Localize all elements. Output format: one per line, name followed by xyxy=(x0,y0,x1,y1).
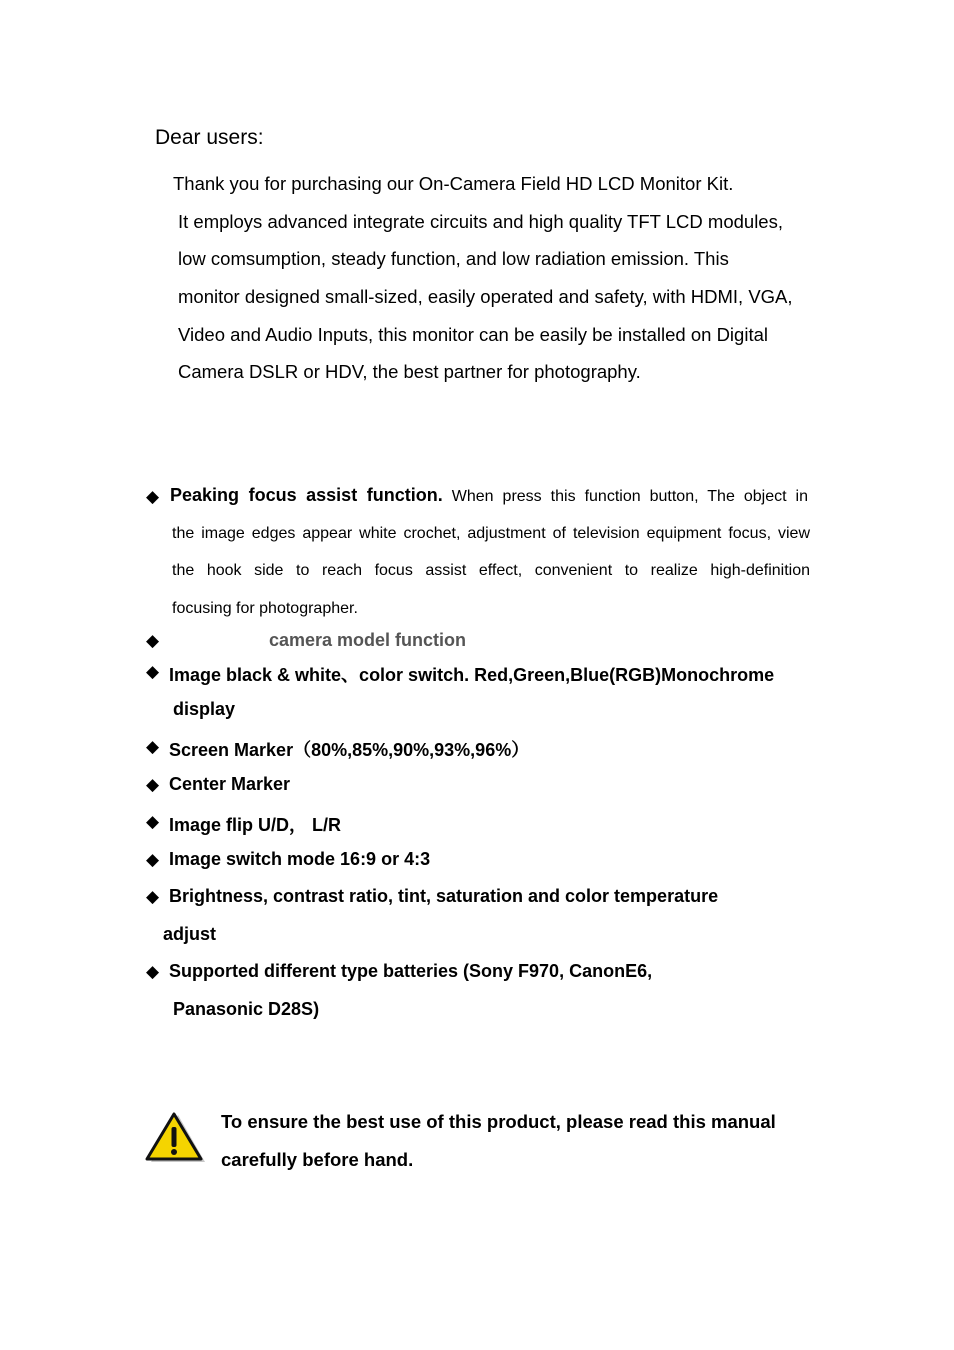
peaking-line-4: focusing for photographer. xyxy=(172,600,358,617)
peaking-text-1: When press this function button, The object in xyxy=(451,488,808,505)
intro-line-5: Video and Audio Inputs, this monitor can be easily be installed on Digital xyxy=(178,324,768,345)
intro-line-1: Thank you for purchasing our On-Camera Field HD LCD Monitor Kit. xyxy=(173,173,734,194)
peaking-line-3: the hook side to reach focus assist effect, convenient to realize high-definition xyxy=(172,562,810,579)
image-switch-mode: Image switch mode 16:9 or 4:3 xyxy=(169,849,431,869)
intro-line-4: monitor designed small-sized, easily operated and safety, with HDMI, VGA, xyxy=(178,286,793,307)
bullet-diamond: ◆ xyxy=(146,850,160,869)
brightness-line-1: Brightness, contrast ratio, tint, saturation and color temperature xyxy=(169,886,719,906)
bullet-diamond: ◆ xyxy=(146,631,160,650)
intro-line-6: Camera DSLR or HDV, the best partner for photography. xyxy=(178,361,641,382)
bullet-diamond: ◆ xyxy=(146,487,160,506)
bullet-diamond: ◆ xyxy=(146,737,160,756)
image-flip: Image flip U/D， L/R xyxy=(169,815,342,835)
intro-line-3: low comsumption, steady function, and low radiation emission. This xyxy=(178,248,729,269)
battery-line-1: Supported different type batteries (Sony F970, CanonE6, xyxy=(169,961,653,981)
battery-line-2: Panasonic D28S) xyxy=(173,999,320,1019)
warning-line-2: carefully before hand. xyxy=(221,1149,414,1170)
screen-marker: Screen Marker（80%,85%,90%,93%,96%） xyxy=(169,740,530,760)
brightness-line-2: adjust xyxy=(163,924,217,944)
bullet-diamond: ◆ xyxy=(146,962,160,981)
center-marker: Center Marker xyxy=(169,774,291,794)
peaking-title: Peaking focus assist function. xyxy=(170,485,443,505)
bullet-diamond: ◆ xyxy=(146,812,160,831)
warning-line-1: To ensure the best use of this product, please read this manual xyxy=(221,1111,776,1132)
peaking-line-2: the image edges appear white crochet, adjustment of television equipment focus, view xyxy=(172,525,810,542)
bw-switch-line-1: Image black & white、color switch. Red,Green,Blue(RGB)Monochrome xyxy=(169,665,775,685)
bullet-diamond: ◆ xyxy=(146,775,160,794)
intro-line-2: It employs advanced integrate circuits and high quality TFT LCD modules, xyxy=(178,211,783,232)
bullet-diamond: ◆ xyxy=(146,662,160,681)
bw-switch-line-2: display xyxy=(173,699,236,719)
warning-triangle-icon xyxy=(144,1112,206,1164)
peaking-line-1 xyxy=(170,485,808,506)
bullet-diamond: ◆ xyxy=(146,887,160,906)
camera-model-function: camera model function xyxy=(269,630,467,650)
greeting: Dear users: xyxy=(155,126,264,149)
